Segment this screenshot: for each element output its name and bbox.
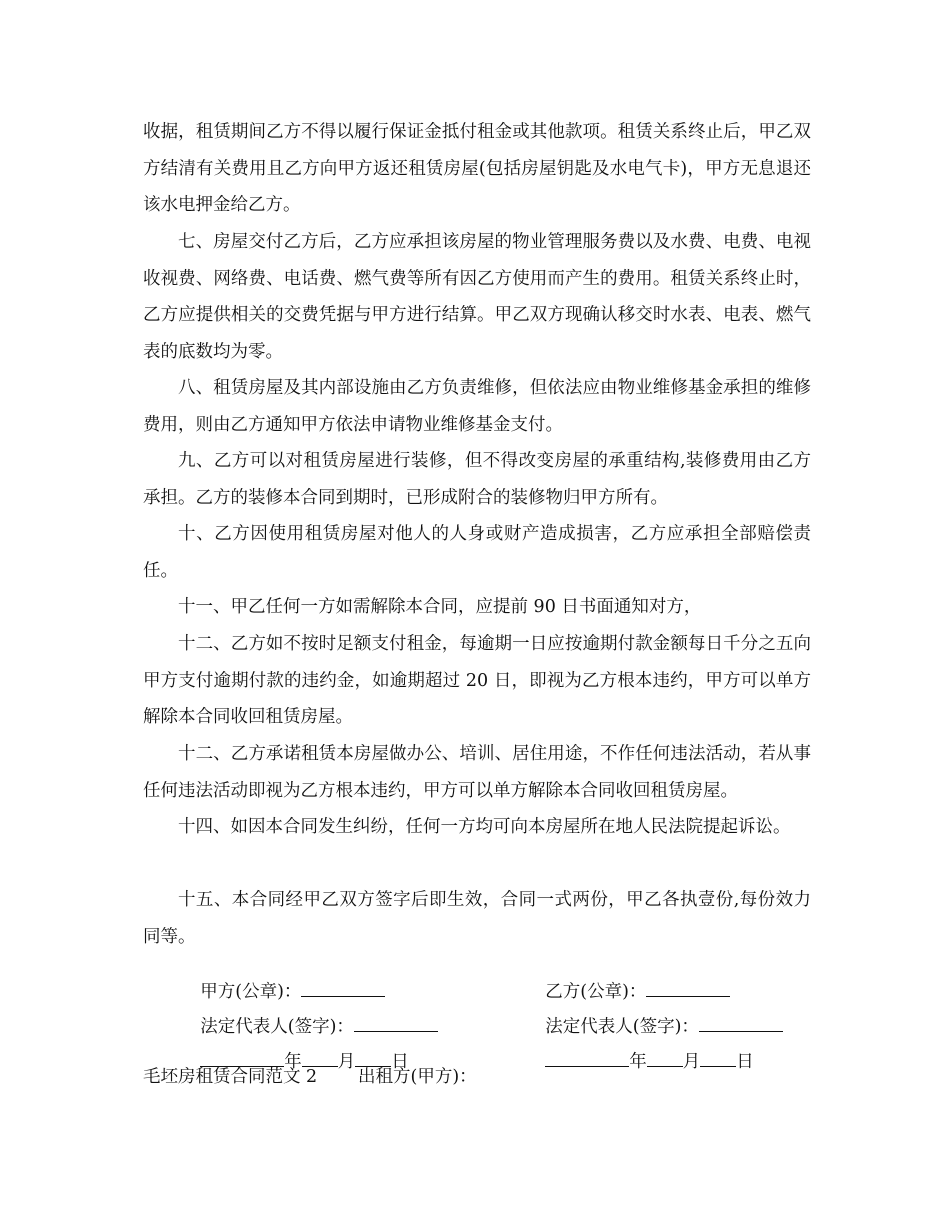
date-b-month: 月 — [682, 1052, 701, 1072]
paragraph-clause-7: 七、房屋交付乙方后，乙方应承担该房屋的物业管理服务费以及水费、电费、电视收视费、网络费、电话费、燃气费等所有因乙方使用而产生的费用。租赁关系终止时，乙方应提供相关的交费凭据与甲方进行结算。甲乙双方现确认移交时水表、电表、燃气表的底数均为零。 — [143, 232, 811, 362]
date-b-year: 年 — [629, 1052, 647, 1072]
date-b-day-blank — [700, 1050, 736, 1067]
date-a-year-blank — [200, 1050, 284, 1067]
party-b-seal-label: 乙方(公章)： — [545, 982, 647, 1002]
date-a-month: 月 — [337, 1052, 356, 1072]
paragraph-clause-14: 十四、如因本合同发生纠纷，任何一方均可向本房屋所在地人民法院提起诉讼。 — [178, 817, 791, 837]
date-b-year-blank — [545, 1050, 629, 1067]
paragraph-clause-11: 十一、甲乙任何一方如需解除本合同，应提前 90 日书面通知对方， — [178, 597, 702, 617]
party-a-seal-label: 甲方(公章)： — [200, 982, 302, 1002]
date-b-line — [523, 1028, 754, 1095]
date-a-year: 年 — [284, 1052, 302, 1072]
next-contract-heading: 毛坯房租赁合同范文 2 — [143, 1067, 318, 1087]
paragraph-clause-12a: 十二、乙方如不按时足额支付租金，每逾期一日应按逾期付款金额每日千分之五向甲方支付逾期付款的违约金，如逾期超过 20 日，即视为乙方根本违约，甲方可以单方解除本合同收回租赁房屋。 — [143, 634, 811, 727]
rep-b-label: 法定代表人(签字)： — [545, 1017, 699, 1037]
date-a-day-blank — [355, 1050, 391, 1067]
date-b-day: 日 — [736, 1052, 754, 1072]
date-a-day: 日 — [391, 1052, 409, 1072]
paragraph-clause-15: 十五、本合同经甲乙双方签字后即生效，合同一式两份，甲乙各执壹份,每份效力同等。 — [143, 890, 811, 947]
paragraph-clause-12b: 十二、乙方承诺租赁本房屋做办公、培训、居住用途，不作任何违法活动，若从事任何违法活动即视为乙方根本违约，甲方可以单方解除本合同收回租赁房屋。 — [143, 744, 811, 801]
paragraph-deposit-refund: 收据，租赁期间乙方不得以履行保证金抵付租金或其他款项。租赁关系终止后，甲乙双方结清有关费用且乙方向甲方返还租赁房屋(包括房屋钥匙及水电气卡)，甲方无息退还该水电押金给乙方。 — [143, 122, 811, 215]
date-b-month-blank — [647, 1050, 683, 1067]
paragraph-clause-9: 九、乙方可以对租赁房屋进行装修，但不得改变房屋的承重结构,装修费用由乙方承担。乙方的装修本合同到期时，已形成附合的装修物归甲方所有。 — [143, 451, 811, 508]
date-a-month-blank — [302, 1050, 338, 1067]
paragraph-clause-10: 十、乙方因使用租赁房屋对他人的人身或财产造成损害，乙方应承担全部赔偿责任。 — [143, 524, 811, 581]
paragraph-clause-8: 八、租赁房屋及其内部设施由乙方负责维修，但依法应由物业维修基金承担的维修费用，则由乙方通知甲方依法申请物业维修基金支付。 — [143, 378, 811, 435]
rep-a-label: 法定代表人(签字)： — [200, 1017, 354, 1037]
lessor-label: 出租方(甲方)： — [358, 1067, 477, 1087]
